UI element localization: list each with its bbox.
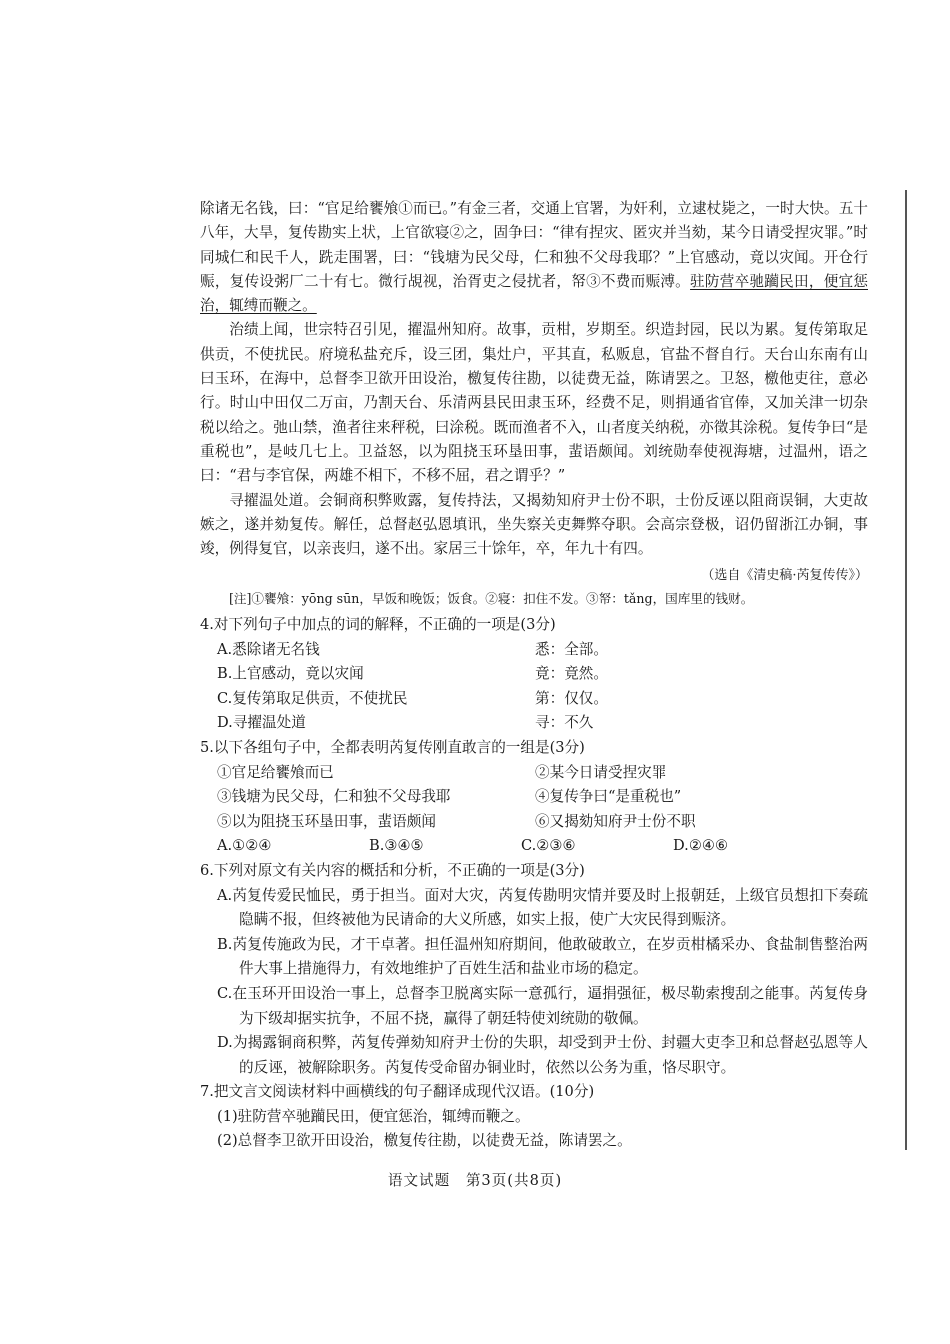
option-a: A.芮复传爱民恤民，勇于担当。面对大灾，芮复传勘明灾情并要及时上报朝廷，上级官员想扣下奏疏隐瞒不报，但终被他为民请命的大义所感，如实上报，使广大灾民得到赈济。 — [217, 886, 868, 929]
option-sentence: B.上官感动，竟以灾闻 — [217, 665, 364, 683]
item: ⑤以为阻挠玉环垦田事，蜚语颇闻 — [217, 812, 436, 830]
choice-c: C.②③⑥ — [521, 837, 576, 855]
passage-text: 除诸无名钱，曰：“官足给饔飧①而已。”有金三者，交通上官署，为奸利，立逮杖毙之，一时大快。五十八年，大旱，复传勘实上状，上官欲寝②之，固争曰：“律有捏灾、匿灾并当劾，某今日请受捏灾罪。”时同城仁和民千人，跣走围署，曰：“钱塘为民父母，仁和独不父母我耶？”上官感动，竟以灾闻。开仓行赈，复传设粥厂二十有七。微行覘视，治胥吏之侵扰者，帑③不费而赈溥。 — [200, 200, 868, 290]
passage-paragraph-1 — [200, 197, 868, 318]
questions-section — [200, 613, 868, 1154]
item-row — [217, 810, 868, 835]
option-row — [217, 687, 868, 712]
passage-paragraph-2: 治绩上闻，世宗特召引见，擢温州知府。故事，贡柑，岁期至。织造封园，民以为累。复传第取足供贡，不使扰民。府境私盐充斥，设三团，集灶户，平其直，私贩息，官盐不督自行。天台山东南有山曰玉环，在海中，总督李卫欲开田设治，檄复传往勘，以徒费无益，陈请罢之。卫怒，檄他吏往，意必行。时山中田仅二万亩，乃割天台、乐清两县民田隶玉环，经费不足，则捐通省官俸，又加关津一切杂税以给之。弛山禁，渔者往来秤税，曰涂税。既而渔者不入，山者度关纳税，亦徵其涂税。复传争曰“是重税也”，是岐几七上。卫益怒，以为阻挠玉环垦田事，蜚语颇闻。刘统勋奉使视海塘，过温州，语之曰：“君与李官保，两雄不相下，不移不屈，君之谓乎？” — [200, 321, 868, 485]
question-5 — [200, 736, 868, 859]
item-row — [217, 785, 868, 810]
item: ④复传争曰“是重税也” — [535, 788, 682, 806]
option-c: C.在玉环开田设治一事上，总督李卫脱离实际一意孤行，逼捐强征，极尽勒索搜刮之能事。芮复传身为下级却据实抗争，不屈不挠，赢得了朝廷特使刘统勋的敬佩。 — [217, 984, 868, 1027]
option-sentence: C.复传第取足供贡，不使扰民 — [217, 689, 408, 707]
option-explanation: 竟：竟然。 — [535, 665, 608, 683]
sub-question-1: (1)驻防营卒驰躏民田，便宜惩治，辄缚而鞭之。 — [217, 1107, 530, 1125]
passage-source: （选自《清史稿·芮复传传》） — [701, 568, 868, 583]
item: ①官足给饔飧而已 — [217, 763, 334, 781]
choice-b: B.③④⑤ — [369, 837, 424, 855]
option-row — [217, 662, 868, 687]
choice-row — [217, 834, 868, 859]
option-explanation: 悉：全部。 — [535, 640, 608, 658]
option-b: B.芮复传施政为民，才干卓著。担任温州知府期间，他敢破敢立，在岁贡柑橘采办、食盐制售整治两件大事上措施得力，有效地维护了百姓生活和盐业市场的稳定。 — [217, 935, 868, 978]
option-row — [217, 711, 868, 736]
option-row — [217, 638, 868, 663]
sub-question-2: (2)总督李卫欲开田设治，檄复传往勘，以徒费无益，陈请罢之。 — [217, 1132, 632, 1150]
classical-passage — [200, 197, 868, 561]
question-stem: 4.对下列句子中加点的词的解释，不正确的一项是(3分) — [200, 616, 556, 633]
option-explanation: 寻：不久 — [535, 714, 594, 732]
question-stem: 5.以下各组句子中，全都表明芮复传刚直敢言的一组是(3分) — [200, 738, 585, 756]
question-4 — [200, 613, 868, 736]
item-row — [217, 761, 868, 786]
question-stem: 7.把文言文阅读材料中画横线的句子翻译成现代汉语。(10分) — [200, 1083, 595, 1101]
item: ②某今日请受捏灾罪 — [535, 763, 667, 781]
question-6 — [200, 859, 868, 1080]
item: ⑥又揭劾知府尹士份不职 — [535, 812, 696, 830]
question-stem: 6.下列对原文有关内容的概括和分析，不正确的一项是(3分) — [200, 861, 585, 879]
binding-edge-line — [905, 190, 907, 1150]
option-sentence: A.悉除诸无名钱 — [217, 640, 320, 658]
page-footer: 语文试题 第3页(共8页) — [387, 1172, 563, 1189]
passage-annotation: [注]①饔飧：yōng sūn，早饭和晚饭；饭食。②寝：扣住不发。③帑：tǎng，国库里的钱财。 — [229, 591, 754, 606]
underlined-sentence-1: 驻防营卒驰躏民田，便宜惩治，辄缚而鞭之。 — [200, 272, 868, 315]
option-explanation: 第：仅仅。 — [535, 689, 608, 707]
option-sentence: D.寻擢温处道 — [217, 714, 306, 732]
option-d: D.为揭露铜商积弊，芮复传弹劾知府尹士份的失职，却受到尹士份、封疆大吏李卫和总督赵弘恩等人的反诬，被解除职务。芮复传受命留办铜业时，依然以公务为重，恪尽职守。 — [217, 1034, 868, 1076]
item: ③钱塘为民父母，仁和独不父母我耶 — [217, 788, 451, 806]
question-7 — [200, 1080, 868, 1154]
choice-a: A.①②④ — [217, 837, 272, 855]
passage-paragraph-3: 寻擢温处道。会铜商积弊败露，复传持法，又揭劾知府尹士份不职，士份反诬以阻商误铜，大吏故嫉之，遂并劾复传。解任，总督赵弘恩填讯，坐失察关吏舞弊夺职。会高宗登极，诏仍留浙江办铜，事竣，例得复官，以亲丧归，遂不出。家居三十馀年，卒，年九十有四。 — [200, 491, 868, 558]
choice-d: D.②④⑥ — [673, 837, 729, 855]
